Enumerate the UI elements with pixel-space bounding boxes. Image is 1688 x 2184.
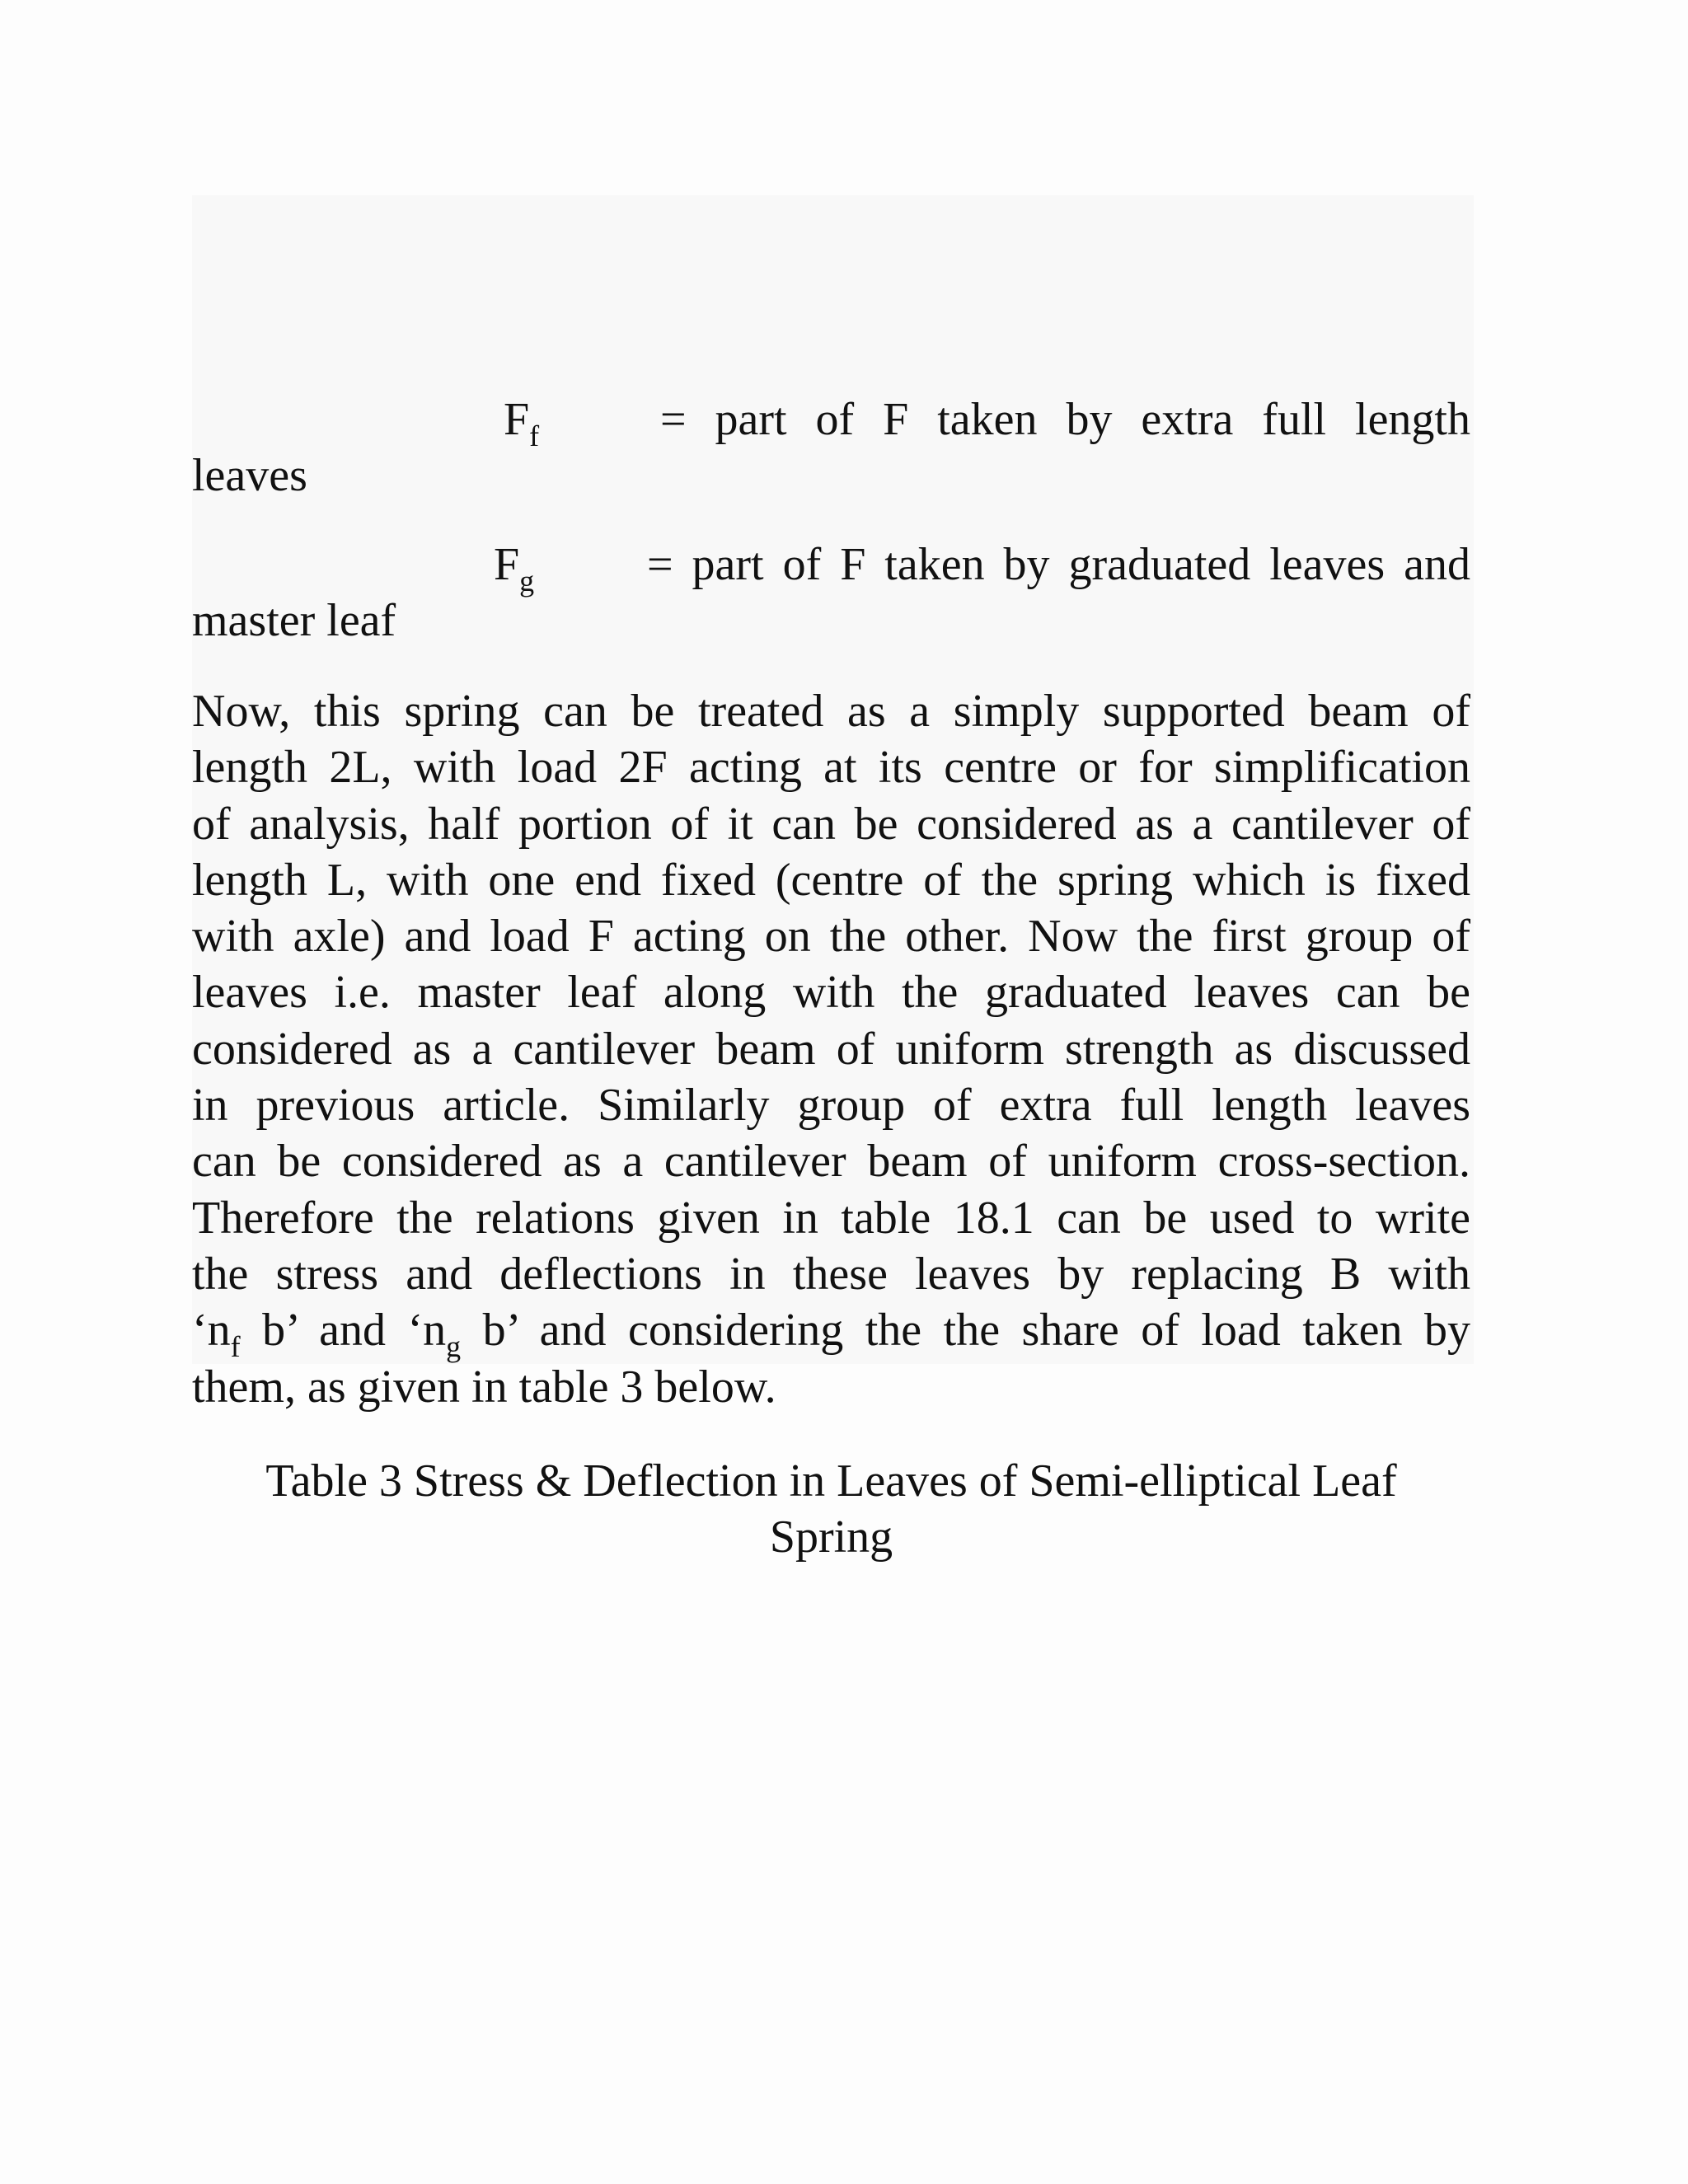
definition-fg-continuation: master leaf bbox=[192, 595, 396, 646]
paragraph-line: of analysis, half portion of it can be considered as a cantilever of bbox=[192, 798, 1470, 850]
paragraph-line: length L, with one end fixed (centre of the spring which is fixed bbox=[192, 854, 1470, 906]
paragraph-line: with axle) and load F acting on the other. Now the first group of bbox=[192, 911, 1470, 963]
paragraph-last-line: them, as given in table 3 below. bbox=[192, 1361, 776, 1413]
paragraph-line: considered as a cantilever beam of uniform strength as discussed bbox=[192, 1023, 1470, 1075]
definition-ff-text: = part of F taken by extra full length bbox=[660, 394, 1470, 445]
table-caption-line-1: Table 3 Stress & Deflection in Leaves of Semi-elliptical Leaf bbox=[265, 1455, 1397, 1507]
paragraph-line: the stress and deflections in these leaves by replacing B with bbox=[192, 1248, 1470, 1300]
paragraph-line: can be considered as a cantilever beam of uniform cross-section. bbox=[192, 1136, 1470, 1188]
paragraph-line: Therefore the relations given in table 18.1 can be used to write bbox=[192, 1192, 1470, 1244]
definition-fg-text: = part of F taken by graduated leaves and bbox=[647, 539, 1470, 590]
symbol-f-g: $F_g$ bbox=[494, 539, 535, 598]
table-caption bbox=[192, 1453, 1470, 1565]
paragraph-line: in previous article. Similarly group of extra full length leaves bbox=[192, 1080, 1470, 1132]
document-text-block bbox=[192, 195, 1474, 1563]
body-paragraph bbox=[192, 683, 1470, 1415]
table-caption-line-2: Spring bbox=[769, 1511, 893, 1563]
symbol-f-f: $F_f$ bbox=[504, 394, 540, 452]
paragraph-line: length 2L, with load 2F acting at its centre or for simplification bbox=[192, 742, 1470, 794]
paragraph-line: Now, this spring can be treated as a simply supported beam of bbox=[192, 686, 1470, 737]
paragraph-line-with-subscripts: ‘$n_f$ b’ and ‘$n_g$ b’ and considering the the share of load taken by bbox=[192, 1305, 1470, 1364]
paragraph-line: leaves i.e. master leaf along with the graduated leaves can be bbox=[192, 967, 1470, 1019]
definition-ff-continuation: leaves bbox=[192, 450, 307, 501]
